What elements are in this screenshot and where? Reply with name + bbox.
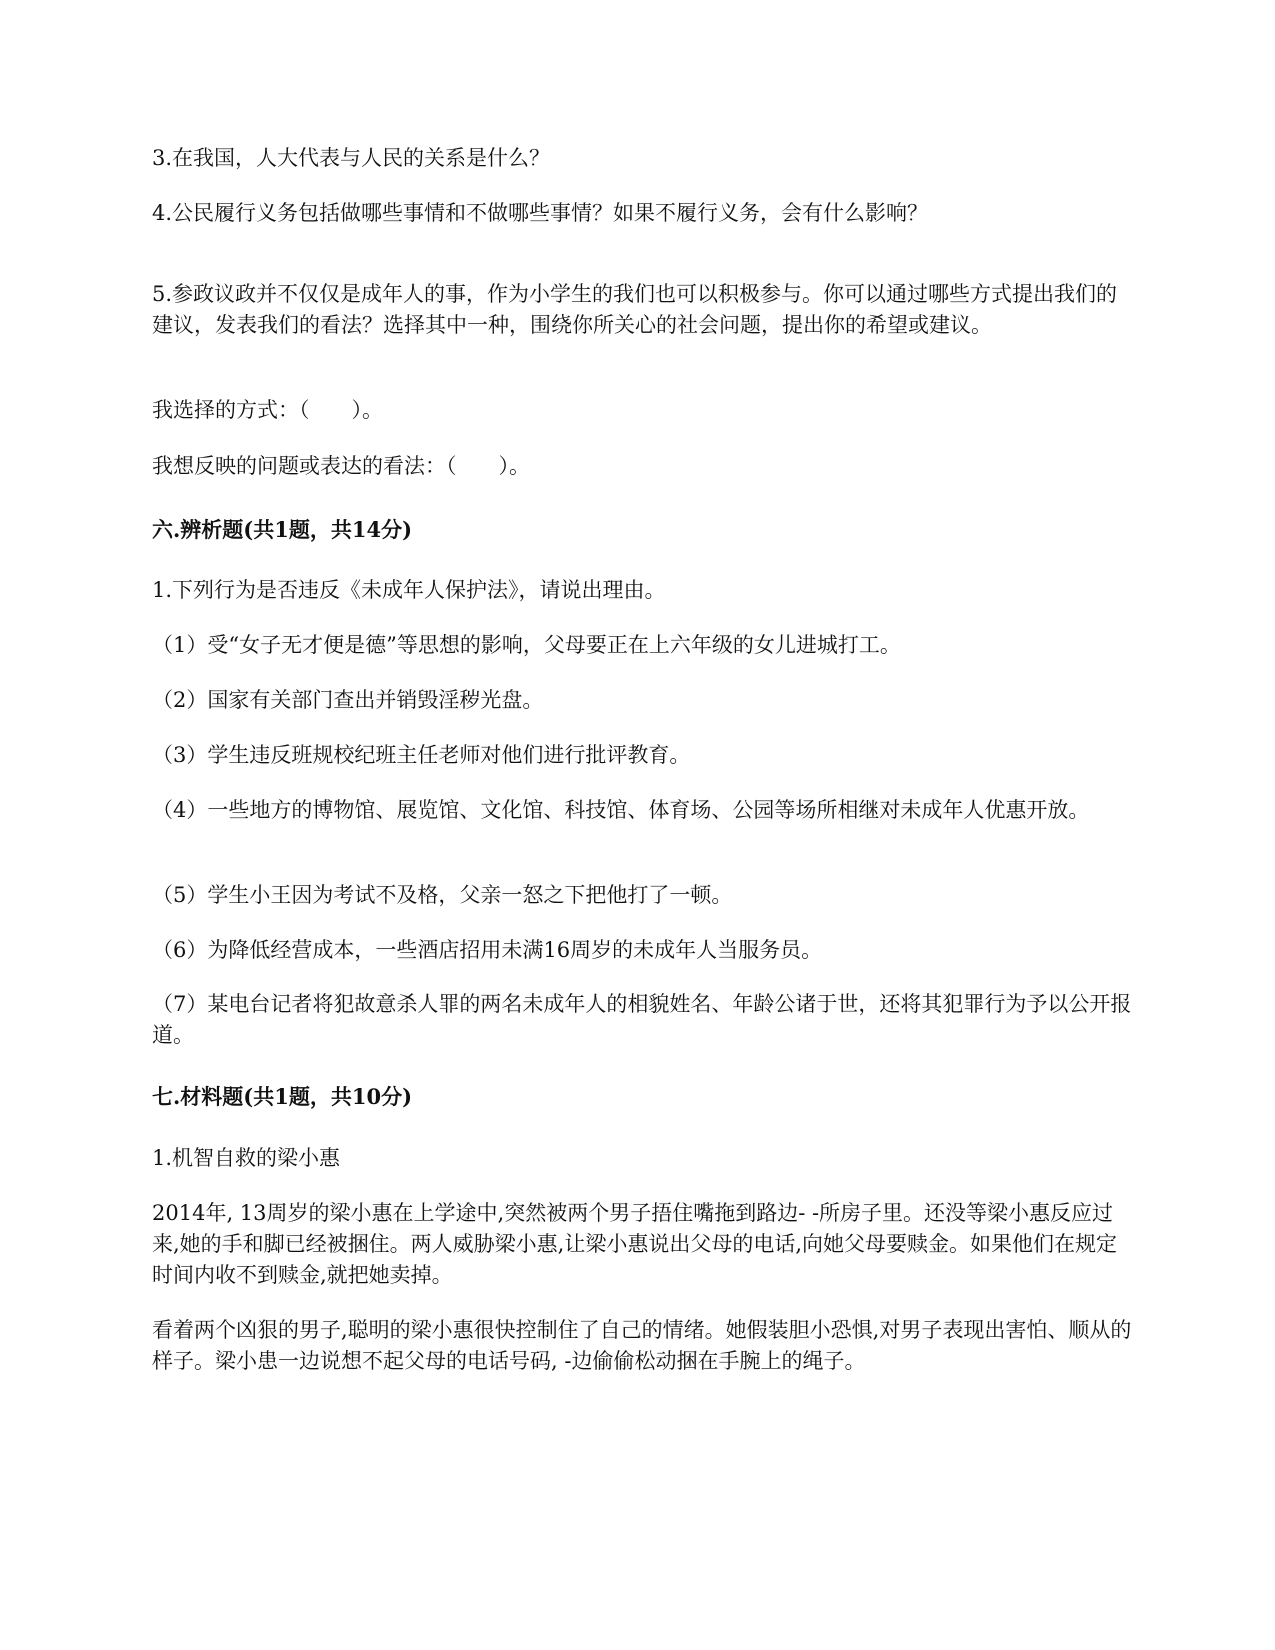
section-6-item-3: （3）学生违反班规校纪班主任老师对他们进行批评教育。 xyxy=(152,743,691,767)
question-3: 3.在我国，人大代表与人民的关系是什么？ xyxy=(152,146,551,170)
section-6-item-5: （5）学生小王因为考试不及格，父亲一怒之下把他打了一顿。 xyxy=(152,883,733,907)
section-7-paragraph-2: 看着两个凶狠的男子,聪明的梁小惠很快控制住了自己的情绪。她假装胆小恐惧,对男子表现出害怕、顺从的样子。梁小患一边说想不起父母的电话号码, -边偷偷松动捆在手腕上的绳子。 xyxy=(152,1318,1132,1373)
section-6-item-4: （4）一些地方的博物馆、展览馆、文化馆、科技馆、体育场、公园等场所相继对未成年人优惠开放。 xyxy=(152,798,1090,822)
question-5-way: 我选择的方式：（ ）。 xyxy=(152,398,383,422)
question-5: 5.参政议政并不仅仅是成年人的事，作为小学生的我们也可以积极参与。你可以通过哪些方式提出我们的建议，发表我们的看法？选择其中一种，围绕你所关心的社会问题，提出你的希望或建议。 xyxy=(152,282,1118,337)
section-7-heading: 七.材料题(共1题，共10分) xyxy=(152,1084,413,1109)
section-6-question-1: 1.下列行为是否违反《未成年人保护法》，请说出理由。 xyxy=(152,578,666,602)
section-7-question-1: 1.机智自救的梁小惠 xyxy=(152,1146,341,1170)
section-6-item-1: （1）受“女子无才便是德”等思想的影响，父母要正在上六年级的女儿进城打工。 xyxy=(152,633,901,657)
question-5-issue: 我想反映的问题或表达的看法：（ ）。 xyxy=(152,454,530,478)
section-6-heading: 六.辨析题(共1题，共14分) xyxy=(152,517,413,542)
section-6-item-6: （6）为降低经营成本，一些酒店招用未满16周岁的未成年人当服务员。 xyxy=(152,938,823,962)
section-7-paragraph-1: 2014年, 13周岁的梁小惠在上学途中,突然被两个男子捂住嘴拖到路边- -所房子里。还没等梁小惠反应过来,她的手和脚已经被捆住。两人威胁梁小惠,让梁小惠说出父母的电话,向她父母要赎金。如果他们在规定时间内收不到赎金,就把她卖掉。 xyxy=(152,1201,1118,1287)
section-6-item-2: （2）国家有关部门查出并销毁淫秽光盘。 xyxy=(152,688,544,712)
question-4: 4.公民履行义务包括做哪些事情和不做哪些事情？如果不履行义务，会有什么影响？ xyxy=(152,201,929,225)
section-6-item-7: （7）某电台记者将犯故意杀人罪的两名未成年人的相貌姓名、年龄公诸于世，还将其犯罪行为予以公开报道。 xyxy=(152,992,1132,1047)
